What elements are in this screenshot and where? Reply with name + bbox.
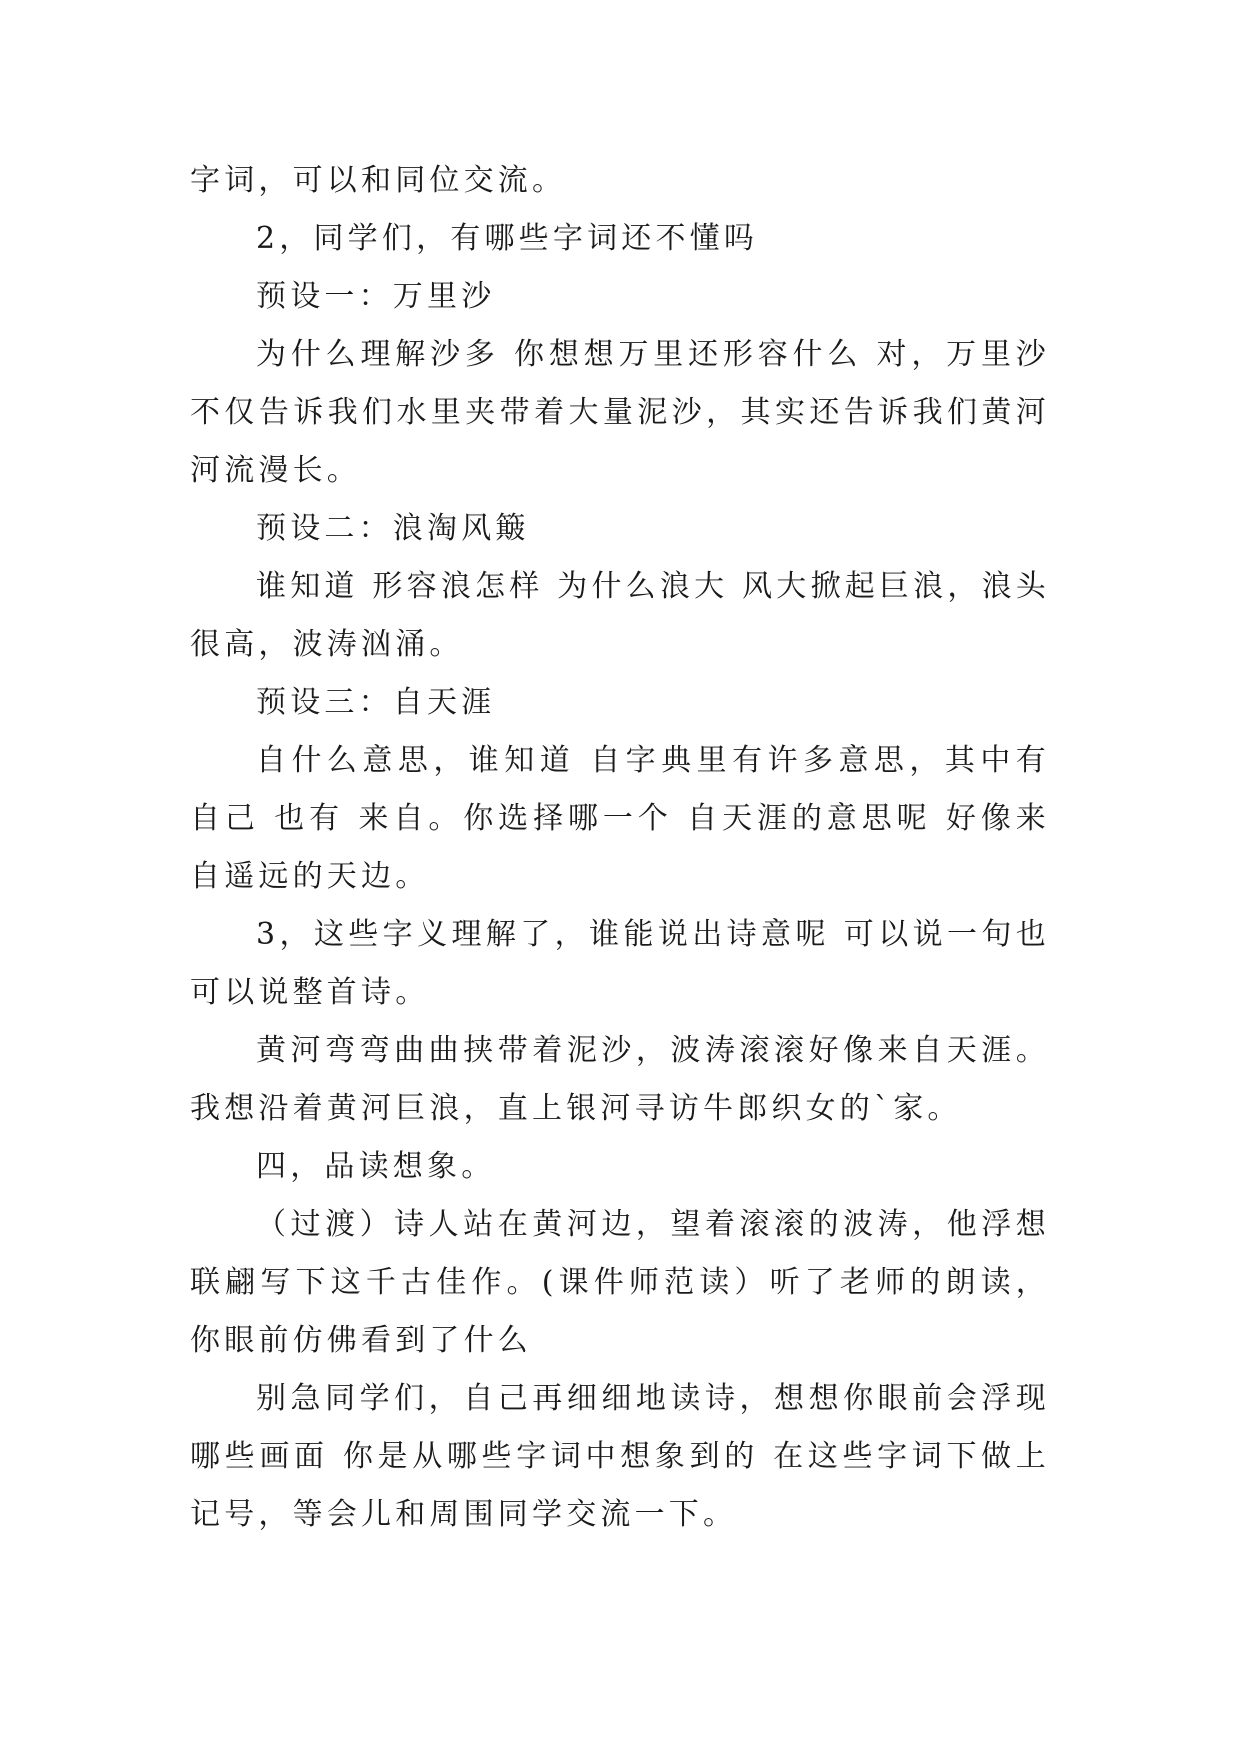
paragraph-9: 3，这些字义理解了，谁能说出诗意呢 可以说一句也可以说整首诗。 [190,917,1050,1010]
paragraph-4: 为什么理解沙多 你想想万里还形容什么 对，万里沙不仅告诉我们水里夹带着大量泥沙，其实还告诉我们黄河河流漫长。 [190,337,1050,488]
paragraph-3: 预设一：万里沙 [256,279,496,314]
paragraph-7: 预设三：自天涯 [256,685,496,720]
paragraph-13: 别急同学们，自己再细细地读诗，想想你眼前会浮现哪些画面 你是从哪些字词中想象到的 在这些字词下做上记号，等会儿和周围同学交流一下。 [190,1381,1050,1532]
paragraph-6: 谁知道 形容浪怎样 为什么浪大 风大掀起巨浪，浪头很高，波涛汹涌。 [190,569,1050,662]
paragraph-2: 2，同学们，有哪些字词还不懂吗 [256,221,759,256]
paragraph-12: （过渡）诗人站在黄河边，望着滚滚的波涛，他浮想联翩写下这千古佳作。(课件师范读）听了老师的朗读，你眼前仿佛看到了什么 [190,1207,1050,1358]
paragraph-5: 预设二：浪淘风簸 [256,511,530,546]
paragraph-11: 四，品读想象。 [256,1149,496,1184]
paragraph-10: 黄河弯弯曲曲挟带着泥沙，波涛滚滚好像来自天涯。我想沿着黄河巨浪，直上银河寻访牛郎织女的`家。 [190,1033,1050,1126]
document-body [190,152,1050,1544]
paragraph-8: 自什么意思，谁知道 自字典里有许多意思，其中有自己 也有 来自。你选择哪一个 自天涯的意思呢 好像来自遥远的天边。 [190,743,1050,894]
paragraph-1: 字词，可以和同位交流。 [190,163,567,198]
